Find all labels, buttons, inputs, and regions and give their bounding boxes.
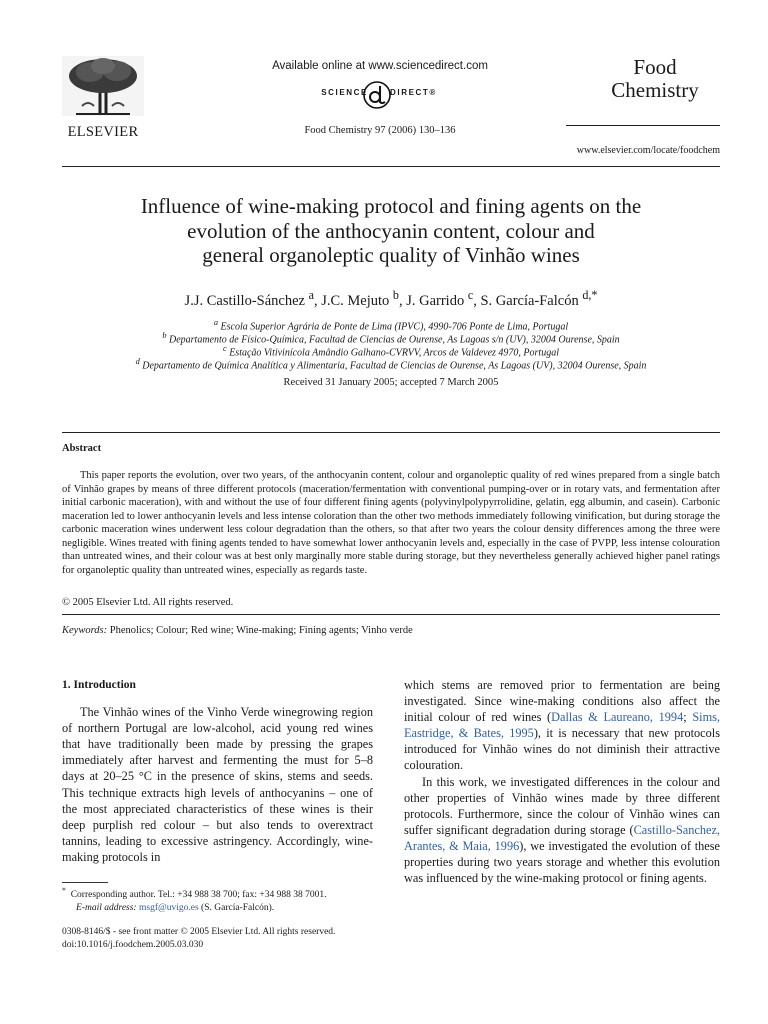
author-sep: ,	[398, 292, 407, 309]
email-name: (S. García-Falcón).	[198, 902, 275, 913]
footnote-line	[62, 885, 392, 902]
front-matter-line: 0308-8146/$ - see front matter © 2005 Elsevier Ltd. All rights reserved.	[62, 927, 336, 937]
text-run: In this work, we investigated differences in the colour and other properties of Vinhão wines made by three different protocols. Furthermore, since the colour of Vinhão wines can suffer significant degradation during storage (	[404, 774, 720, 837]
title-line: Influence of wine-making protocol and fining agents on the	[140, 194, 642, 218]
citation-link[interactable]: Dallas & Laureano, 1994	[551, 710, 684, 725]
abstract-text: This paper reports the evolution, over two years, of the anthocyanin content, colour and organoleptic quality of red wines prepared from a single batch of Vinhão grapes by means of three different protocols (maceration/fermentation with conventional pumping-over or in rotary vats, and fermentation after initial carbonic maceration), with and without the use of four different fining agents (polyvinylpolypyrrolidine, gelatin, egg albumin, and casein). Carbonic maceration led to lower anthocyanin levels and less intense coloration than the other two methods immediately following vinification, but during storage the carbonic maceration wines underwent less colour degradation than the others, so that after two years the colour density differences among the three were negligible. Wines treated with fining agents tended to have somewhat lower anthocyanin levels and, especially in the case of PVPP, less intense colouration than untreated wines, and their colour was at best only marginally more stable during storage, but they nevertheless generally achieved higher panel ratings for organoleptic quality than untreated wines, especially as regards taste.	[62, 470, 720, 576]
abstract-top-rule	[62, 432, 720, 433]
author-name[interactable]: J. Garrido	[406, 292, 465, 309]
abstract-heading: Abstract	[62, 443, 102, 454]
text-run: which stems are removed prior to fermentation are being investigated. Since wine-making conditions also affect the initial colour of red wines (	[404, 678, 720, 725]
journal-name-line1: Food	[633, 55, 677, 79]
author-name[interactable]: J.C. Mejuto	[321, 292, 390, 309]
journal-name-rule	[566, 125, 720, 126]
journal-citation: Food Chemistry 97 (2006) 130–136	[304, 125, 456, 136]
body-right-column	[404, 677, 720, 886]
author-sup: d,*	[582, 288, 598, 302]
header-rule	[62, 166, 720, 167]
journal-name	[590, 56, 720, 102]
elsevier-tree-logo-icon	[62, 56, 144, 116]
front-matter	[62, 926, 402, 951]
author-name[interactable]: S. García-Falcón	[480, 292, 579, 309]
affiliation-text: Departamento de Química Analítica y Alimentaria, Facultad de Ciencias de Ourense, As Lagoas (UV), 32004 Ourense, Spain	[142, 360, 647, 372]
sciencedirect-left-text: SCIENCE	[321, 88, 368, 97]
keywords-label: Keywords:	[62, 625, 108, 636]
author-sup: c	[467, 288, 474, 302]
footnote-line	[62, 902, 392, 915]
sciencedirect-d-icon	[362, 80, 392, 110]
author-sep: ,	[313, 292, 322, 309]
sciencedirect-logo	[250, 82, 510, 108]
title-line: evolution of the anthocyanin content, colour and	[187, 218, 595, 243]
text-run: ;	[683, 710, 693, 725]
article-title	[62, 194, 720, 268]
intro-paragraph-continued	[404, 677, 720, 774]
sciencedirect-right-text: DIRECT®	[390, 88, 437, 97]
author-sup: b	[392, 288, 399, 302]
title-line: general organoleptic quality of Vinhão wines	[202, 243, 580, 267]
affiliation-text: Departamento de Físico-Química, Facultad de Ciencias de Ourense, As Lagoas s/n (UV), 32004 Ourense, Spain	[168, 334, 620, 346]
author-name[interactable]: J.J. Castillo-Sánchez	[184, 292, 305, 309]
keywords-line	[62, 625, 413, 636]
affiliation	[62, 357, 720, 371]
abstract-bottom-rule	[62, 614, 720, 615]
footnote-corresponding: Corresponding author. Tel.: +34 988 38 700; fax: +34 988 38 7001.	[70, 890, 327, 901]
author-list	[62, 288, 720, 310]
journal-name-line2: Chemistry	[611, 78, 699, 102]
citation-link[interactable]: Sims, Eastridge, & Bates, 1995	[404, 710, 721, 741]
received-dates: Received 31 January 2005; accepted 7 March 2005	[283, 377, 499, 388]
footnote-rule	[62, 882, 108, 883]
journal-url[interactable]: www.elsevier.com/locate/foodchem	[576, 145, 720, 156]
intro-paragraph: The Vinhão wines of the Vinho Verde winegrowing region of northern Portugal are low-alcohol, acid young red wines that have traditionally been made by pressing the grapes immediately after harvest and fermenting the must for 5–8 days at 20–25 °C in the presence of skins, stems and seeds. This technique extracts high levels of anthocyanins – one of the most appreciated characteristics of these wines is their deep purplish red colour – but also tends to overextract tannins, leading to excessive astringency. Accordingly, wine-making protocols in	[62, 705, 373, 864]
doi-text[interactable]: doi:10.1016/j.foodchem.2005.03.030	[62, 939, 204, 950]
affiliation-sup: b	[162, 331, 167, 340]
text-run: ), it is necessary that new protocols introduced for Vinhão wines do not diminish their attractive colouration.	[404, 726, 720, 773]
citation-link[interactable]: Castillo-Sanchez, Arantes, & Maia, 1996	[404, 822, 720, 853]
footnote-mark: *	[62, 886, 66, 895]
affiliation-sup: c	[223, 344, 227, 353]
email-link[interactable]: msgf@uvigo.es	[138, 902, 199, 913]
corresponding-author-footnote	[62, 885, 392, 914]
body-left-column	[62, 677, 373, 865]
available-online-text[interactable]: Available online at www.sciencedirect.com	[272, 60, 488, 72]
intro-paragraph-2	[404, 774, 720, 887]
abstract-copyright: © 2005 Elsevier Ltd. All rights reserved.	[62, 597, 234, 608]
author-sep: ,	[473, 292, 481, 309]
affiliation-sup: d	[135, 357, 140, 366]
email-label: E-mail address:	[76, 902, 137, 913]
affiliation-sup: a	[213, 318, 219, 327]
section-heading: 1. Introduction	[62, 679, 136, 691]
affiliation-text: Escola Superior Agrária de Ponte de Lima (IPVC), 4990-706 Ponte de Lima, Portugal	[220, 321, 569, 333]
keywords-list: Phenolics; Colour; Red wine; Wine-making; Fining agents; Vinho verde	[109, 625, 413, 636]
affiliation-text: Estação Vitivinícola Amândio Galhano-CVRVV, Arcos de Valdevez 4970, Portugal	[229, 347, 559, 359]
text-run: ), we investigated the evolution of these properties during two years storage and whether this evolution was influenced by the wine-making protocol or fining agents.	[404, 838, 720, 886]
publisher-name: ELSEVIER	[67, 124, 139, 140]
author-sup: a	[308, 288, 314, 302]
